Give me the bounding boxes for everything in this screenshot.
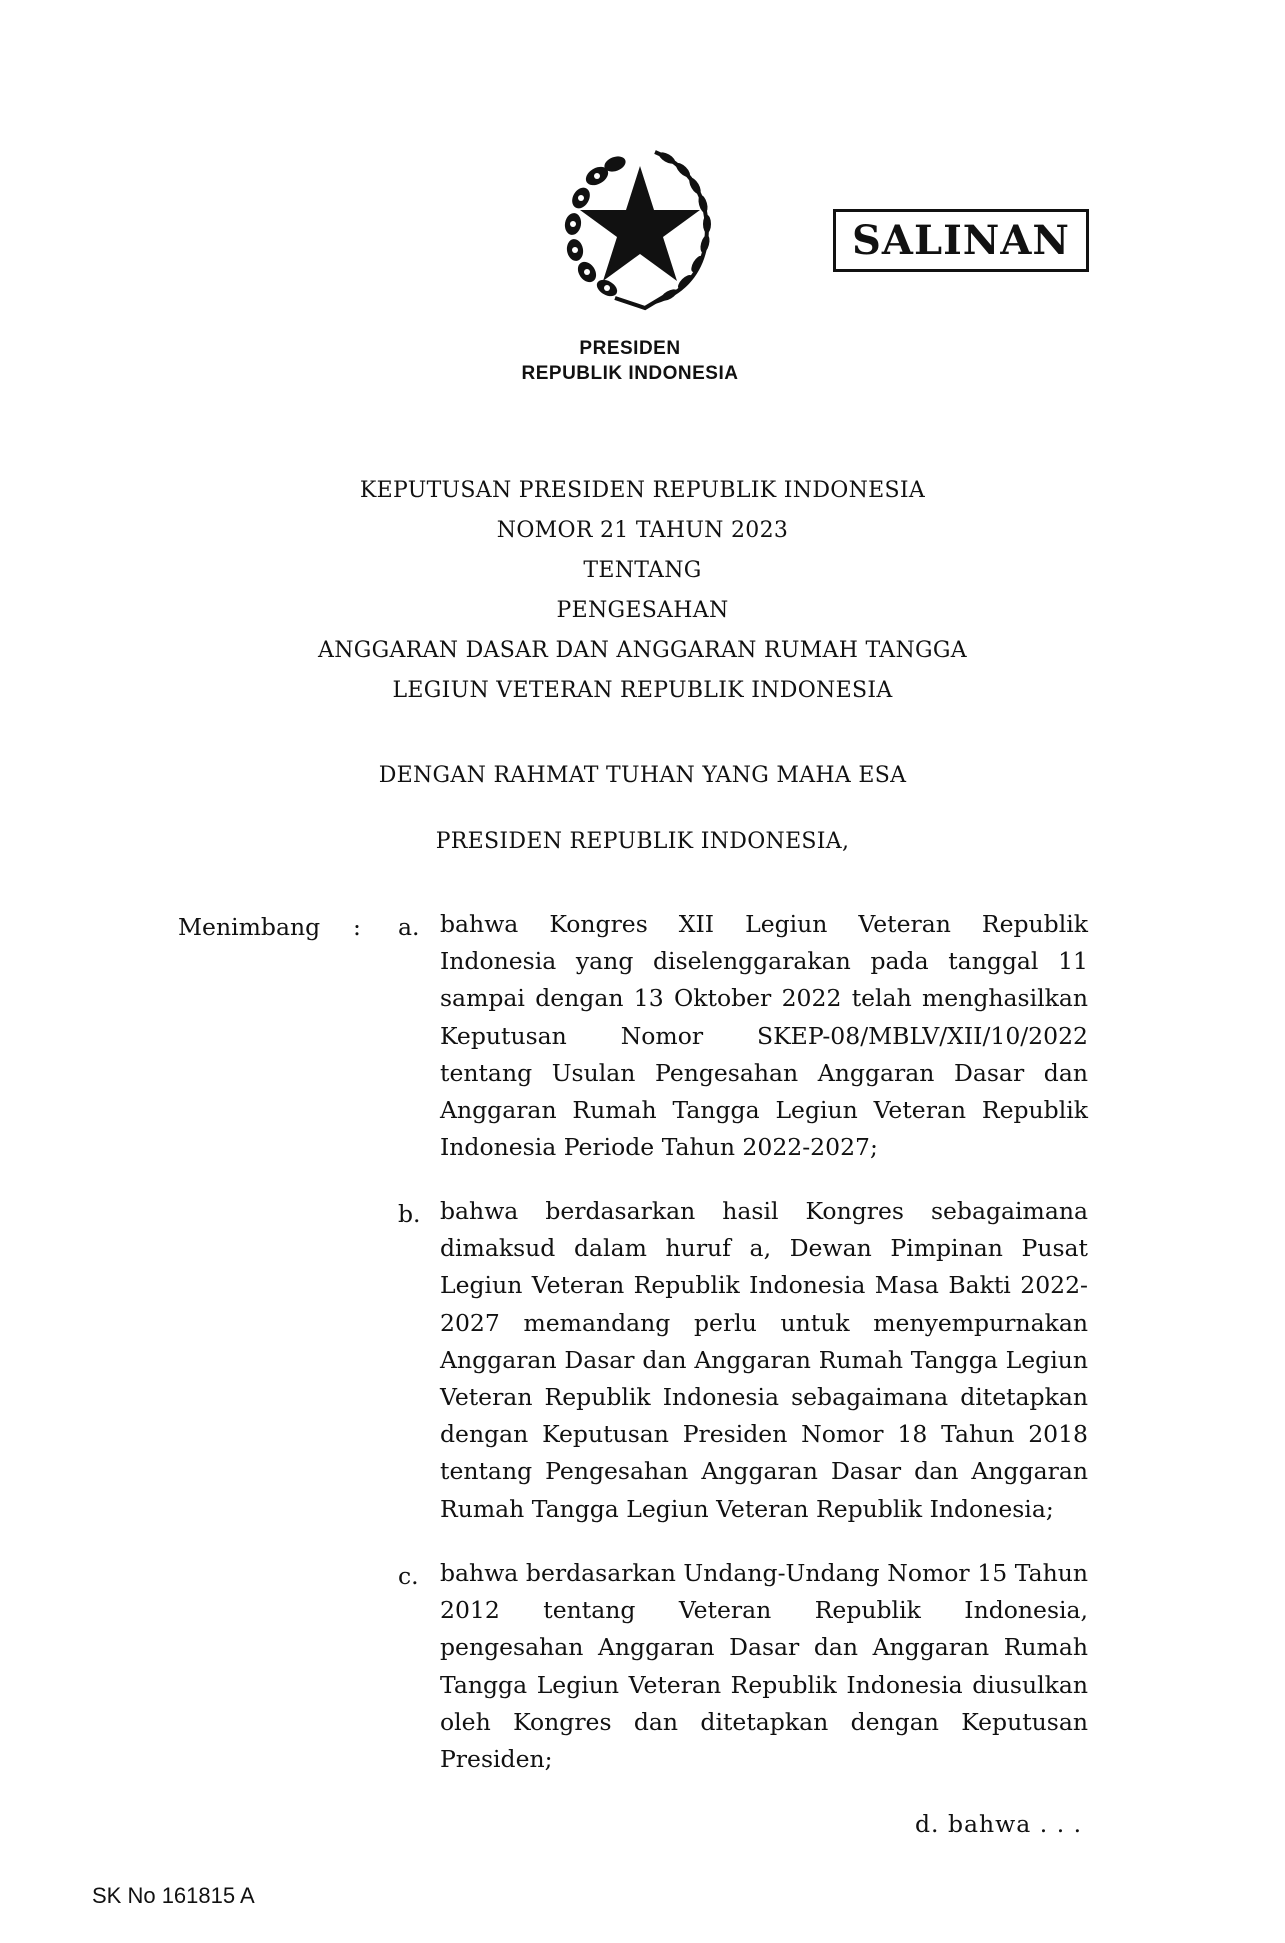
item-letter-c: c. [398,1562,419,1590]
item-text-c: bahwa berdasarkan Undang-Undang Nomor 15 Tahun 2012 tentang Veteran Republik Indonesia, pengesahan Anggaran Dasar dan Anggaran Rumah Tangga Legiun Veteran Republik Indonesia diusulkan oleh Kongres dan ditetapkan dengan Keputusan Presiden; [440,1559,1088,1774]
blessing-line: DENGAN RAHMAT TUHAN YANG MAHA ESA [378,763,907,788]
decree-subject-1: PENGESAHAN [556,598,729,623]
menimbang-colon: : [353,913,361,941]
item-letter-b: b. [398,1200,421,1228]
decree-title: KEPUTUSAN PRESIDEN REPUBLIK INDONESIA [359,478,926,503]
letterhead-line-1: PRESIDEN [579,338,681,359]
presidential-emblem-icon [545,138,735,316]
decree-subject-2: ANGGARAN DASAR DAN ANGGARAN RUMAH TANGGA [318,638,967,663]
salinan-label: SALINAN [852,217,1070,264]
item-letter-a: a. [398,913,420,941]
decree-subject-3: LEGIUN VETERAN REPUBLIK INDONESIA [392,678,893,703]
decree-tentang: TENTANG [583,558,702,583]
president-line: PRESIDEN REPUBLIK INDONESIA, [435,829,850,854]
item-text-b: bahwa berdasarkan hasil Kongres sebagaimana dimaksud dalam huruf a, Dewan Pimpinan Pusat Legiun Veteran Republik Indonesia Masa Bakti 2022-2027 memandang perlu untuk menyempurnakan Anggaran Dasar dan Anggaran Rumah Tangga Legiun Veteran Republik Indonesia sebagaimana ditetapkan dengan Keputusan Presiden Nomor 18 Tahun 2018 tentang Pengesahan Anggaran Dasar dan Anggaran Rumah Tangga Legiun Veteran Republik Indonesia; [440,1197,1088,1523]
letterhead [480,336,780,386]
document-code: SK No 161815 A [92,1883,255,1908]
salinan-stamp [833,209,1089,272]
letterhead-line-2: REPUBLIK INDONESIA [521,363,739,384]
item-text-a: bahwa Kongres XII Legiun Veteran Republik Indonesia yang diselenggarakan pada tanggal 11 sampai dengan 13 Oktober 2022 telah menghasilkan Keputusan Nomor SKEP-08/MBLV/XII/10/2022 tentang Usulan Pengesahan Anggaran Dasar dan Anggaran Rumah Tangga Legiun Veteran Republik Indonesia Periode Tahun 2022-2027; [440,910,1088,1162]
menimbang-label: Menimbang [178,913,321,941]
continuation-marker: d. bahwa . . . [915,1810,1083,1838]
decree-number: NOMOR 21 TAHUN 2023 [496,518,789,543]
